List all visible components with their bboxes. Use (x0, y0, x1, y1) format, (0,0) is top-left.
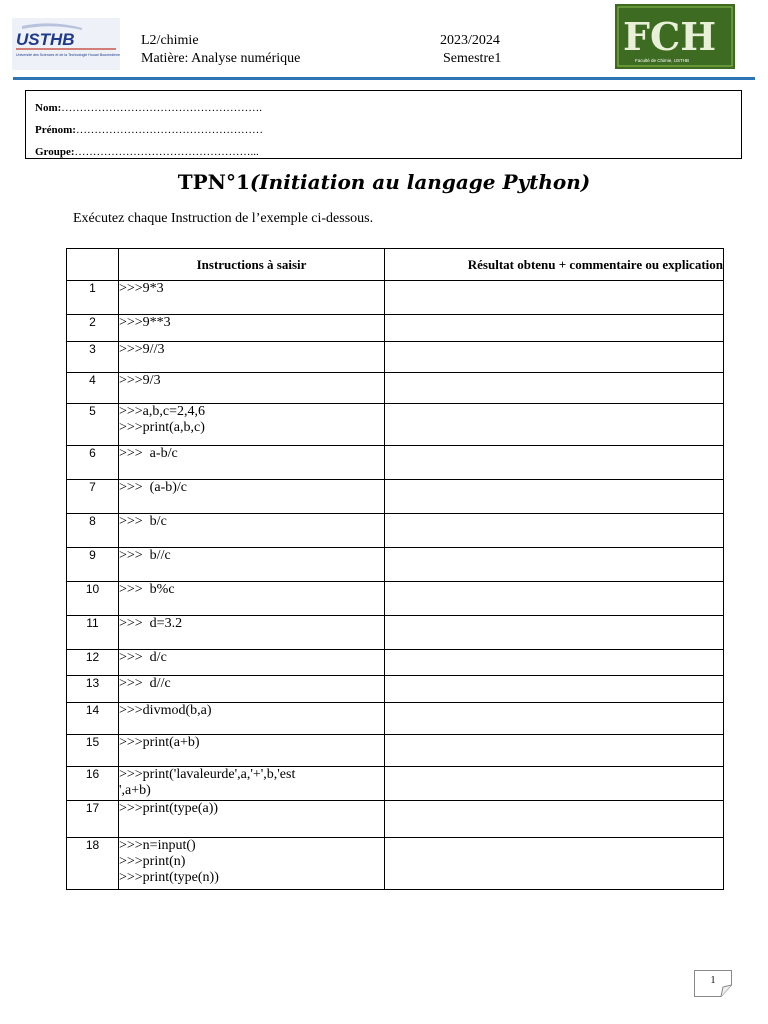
table-row (67, 676, 724, 703)
row-number: 16 (67, 767, 119, 801)
instruction-cell: >>> (a-b)/c (119, 480, 385, 514)
result-cell[interactable] (385, 616, 724, 650)
result-cell[interactable] (385, 315, 724, 342)
instruction-cell: >>>n=input() >>>print(n) >>>print(type(n)) (119, 838, 385, 890)
course-info (141, 32, 300, 68)
header-instructions: Instructions à saisir (119, 249, 385, 281)
table-header-row (67, 249, 724, 281)
result-cell[interactable] (385, 582, 724, 616)
instruction-cell: >>>9*3 (119, 281, 385, 315)
row-number: 17 (67, 801, 119, 838)
result-cell[interactable] (385, 676, 724, 703)
exercise-table (66, 248, 724, 890)
result-cell[interactable] (385, 703, 724, 735)
result-cell[interactable] (385, 514, 724, 548)
groupe-line (35, 146, 259, 158)
table-row (67, 281, 724, 315)
prenom-label: Prénom: (35, 124, 76, 136)
page-header (0, 0, 768, 82)
row-number: 3 (67, 342, 119, 373)
page-number: 1 (710, 975, 716, 986)
row-number: 14 (67, 703, 119, 735)
table-row (67, 650, 724, 676)
table-row (67, 767, 724, 801)
result-cell[interactable] (385, 446, 724, 480)
row-number: 2 (67, 315, 119, 342)
instruction-cell: >>>9/3 (119, 373, 385, 404)
instruction-cell: >>> b//c (119, 548, 385, 582)
row-number: 13 (67, 676, 119, 703)
instruction-cell: >>> d//c (119, 676, 385, 703)
header-divider (13, 77, 755, 80)
row-number: 1 (67, 281, 119, 315)
result-cell[interactable] (385, 548, 724, 582)
row-number: 18 (67, 838, 119, 890)
row-number: 4 (67, 373, 119, 404)
row-number: 5 (67, 404, 119, 446)
result-cell[interactable] (385, 650, 724, 676)
instruction-cell: >>>9//3 (119, 342, 385, 373)
title-main: TPN°1 (177, 170, 250, 194)
table-row (67, 548, 724, 582)
row-number: 6 (67, 446, 119, 480)
result-cell[interactable] (385, 801, 724, 838)
instruction-cell: >>> d=3.2 (119, 616, 385, 650)
fch-logo (615, 4, 735, 69)
result-cell[interactable] (385, 838, 724, 890)
usthb-logo (12, 18, 120, 70)
table-row (67, 342, 724, 373)
instruction-cell: >>>print(a+b) (119, 735, 385, 767)
instruction-cell: >>> b%c (119, 582, 385, 616)
header-num (67, 249, 119, 281)
row-number: 10 (67, 582, 119, 616)
table-row (67, 616, 724, 650)
instruction-cell: >>> d/c (119, 650, 385, 676)
table-row (67, 838, 724, 890)
table-row (67, 480, 724, 514)
row-number: 9 (67, 548, 119, 582)
result-cell[interactable] (385, 373, 724, 404)
table-row (67, 703, 724, 735)
table-row (67, 373, 724, 404)
nom-label: Nom: (35, 102, 62, 114)
course-level: L2/chimie (141, 33, 199, 48)
table-row (67, 404, 724, 446)
page-number-box (694, 970, 732, 997)
prenom-line (35, 124, 263, 136)
instruction-cell: >>> b/c (119, 514, 385, 548)
table-row (67, 514, 724, 548)
prenom-field[interactable]: …………………………………………… (75, 124, 263, 136)
instruction-cell: >>> a-b/c (119, 446, 385, 480)
student-info-box (25, 90, 742, 159)
usthb-logo-subtext: Université des Sciences et de la Technologie Houari Boumediene (16, 53, 120, 57)
nom-field[interactable]: ………………………………………………. (61, 102, 263, 114)
instruction-cell: >>>divmod(b,a) (119, 703, 385, 735)
result-cell[interactable] (385, 404, 724, 446)
page-title (0, 170, 768, 194)
title-subtitle: (Initiation au langage Python) (249, 170, 591, 194)
result-cell[interactable] (385, 281, 724, 315)
row-number: 12 (67, 650, 119, 676)
instruction-cell: >>>print(type(a)) (119, 801, 385, 838)
table-row (67, 315, 724, 342)
result-cell[interactable] (385, 767, 724, 801)
instruction-cell: >>>a,b,c=2,4,6 >>>print(a,b,c) (119, 404, 385, 446)
row-number: 8 (67, 514, 119, 548)
usthb-logo-text: USTHB (16, 30, 75, 49)
result-cell[interactable] (385, 480, 724, 514)
row-number: 15 (67, 735, 119, 767)
result-cell[interactable] (385, 735, 724, 767)
fch-logo-text: FCH (623, 14, 717, 59)
instruction-text: Exécutez chaque Instruction de l’exemple ci-dessous. (73, 211, 374, 226)
academic-year: 2023/2024 (440, 33, 500, 48)
semester: Semestre1 (443, 51, 502, 66)
table-row (67, 446, 724, 480)
course-subject: Matière: Analyse numérique (141, 51, 301, 66)
row-number: 11 (67, 616, 119, 650)
nom-line (35, 102, 262, 114)
result-cell[interactable] (385, 342, 724, 373)
header-result: Résultat obtenu + commentaire ou explication (385, 249, 724, 281)
instruction-cell: >>>9**3 (119, 315, 385, 342)
instruction-cell: >>>print('lavaleurde',a,'+',b,'est ',a+b) (119, 767, 385, 801)
table-row (67, 801, 724, 838)
groupe-label: Groupe: (35, 146, 75, 158)
fch-logo-subtext: Faculté de Chimie, USTHB (635, 58, 690, 63)
year-info (440, 32, 501, 68)
row-number: 7 (67, 480, 119, 514)
table-row (67, 735, 724, 767)
table-row (67, 582, 724, 616)
groupe-field[interactable]: …………………………………………... (74, 146, 259, 158)
